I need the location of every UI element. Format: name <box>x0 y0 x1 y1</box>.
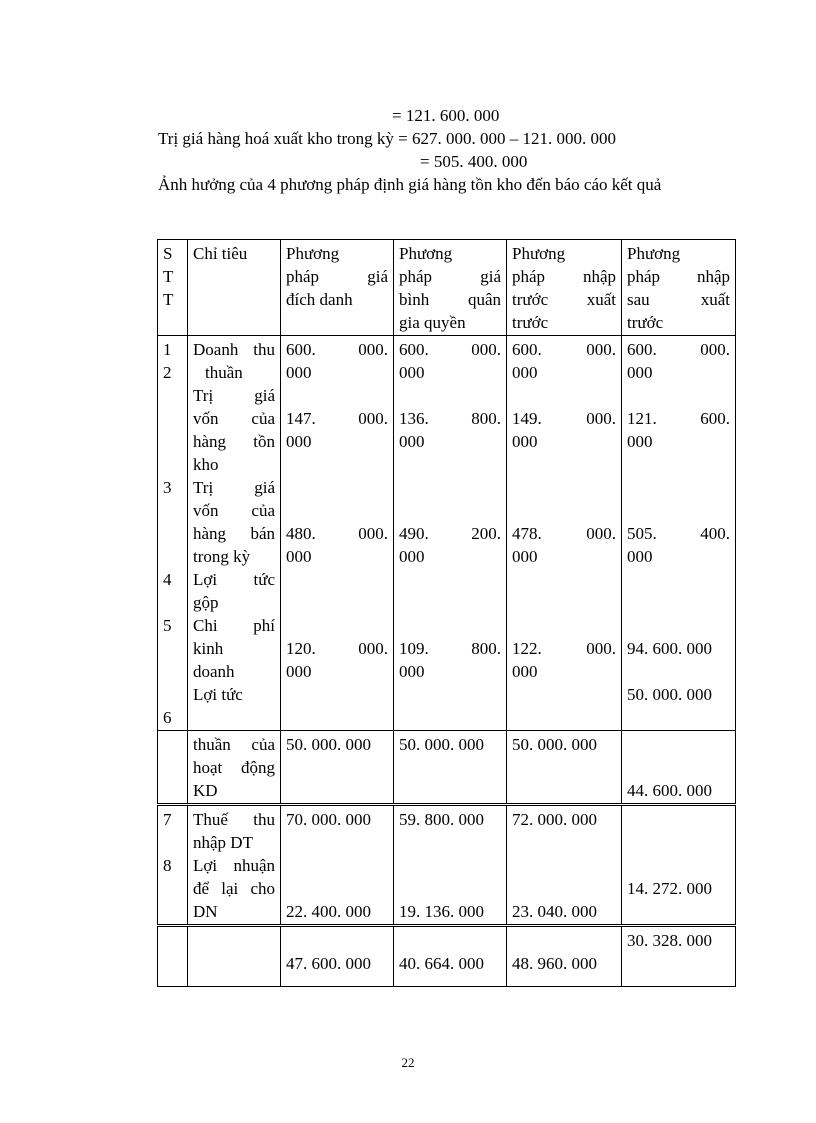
header-stt-line: T <box>163 267 174 286</box>
value-line: 23. 040. 000 <box>512 902 597 921</box>
page-number: 22 <box>401 1055 415 1070</box>
value-line: 600. 000. <box>512 340 616 359</box>
value-cell <box>281 926 394 987</box>
header-line: trước <box>627 313 664 332</box>
header-stt-line: S <box>163 244 173 263</box>
header-line: bình quân <box>399 290 501 309</box>
header-line: gia quyền <box>399 313 466 332</box>
value-line: 149. 000. <box>512 409 616 428</box>
value-cell <box>281 805 394 926</box>
value-cell <box>394 805 507 926</box>
value-line: 70. 000. 000 <box>286 810 371 829</box>
header-line: Phương <box>286 244 340 263</box>
label-line: hàng tồn <box>193 432 275 451</box>
stt-column <box>158 805 188 926</box>
label-line: Chi phí <box>193 616 275 635</box>
value-line: 000 <box>399 662 425 681</box>
value-cell <box>507 926 622 987</box>
table-header-row <box>158 240 736 336</box>
value-line: 120. 000. <box>286 639 388 658</box>
equation-export-value: Trị giá hàng hoá xuất kho trong kỳ = 627. 000. 000 – 121. 000. 000 <box>158 129 617 148</box>
labels-thuan <box>188 731 281 805</box>
header-line: pháp giá <box>399 267 501 286</box>
label-line: Thuế thu <box>193 810 275 829</box>
value-line: 480. 000. <box>286 524 388 543</box>
section-heading: Ảnh hưởng của 4 phương pháp định giá hàng tồn kho đến báo cáo kết quả <box>158 175 662 194</box>
value-line: 109. 800. <box>399 639 501 658</box>
value-line: 490. 200. <box>399 524 501 543</box>
label-line: Trị giá <box>193 386 275 405</box>
label-line: vốn của <box>193 409 275 428</box>
label-line: Lợi tức <box>193 685 243 704</box>
label-line: thuần <box>205 363 243 382</box>
header-method-4 <box>622 240 736 336</box>
stt-empty <box>158 926 188 987</box>
value-line: 000 <box>512 662 538 681</box>
label-line: kho <box>193 455 219 474</box>
value-cell <box>622 926 736 987</box>
inventory-valuation-table <box>157 239 736 987</box>
value-line: 600. 000. <box>286 340 388 359</box>
label-line: thuần của <box>193 735 275 754</box>
value-cell <box>622 731 736 805</box>
value-line: 000 <box>512 547 538 566</box>
stt-7: 7 <box>163 810 172 829</box>
label-line: trong kỳ <box>193 547 251 566</box>
value-line: 000 <box>627 432 653 451</box>
value-cell <box>507 731 622 805</box>
value-cell <box>622 805 736 926</box>
label-line: KD <box>193 781 218 800</box>
header-line: Phương <box>399 244 453 263</box>
value-line: 600. 000. <box>399 340 501 359</box>
table-row-loi-tuc-thuan <box>158 731 736 805</box>
equation-result-1: = 121. 600. 000 <box>392 106 500 125</box>
label-line: DN <box>193 902 218 921</box>
value-line: 72. 000. 000 <box>512 810 597 829</box>
header-line: pháp giá <box>286 267 388 286</box>
value-line: 000 <box>286 363 312 382</box>
value-line: 600. 000. <box>627 340 730 359</box>
values-method-4 <box>622 336 736 731</box>
header-line: pháp nhập <box>627 267 730 286</box>
value-line: 50. 000. 000 <box>399 735 484 754</box>
value-line: 50. 000. 000 <box>512 735 597 754</box>
table-row-main <box>158 336 736 731</box>
header-method-2 <box>394 240 507 336</box>
label-line: kinh <box>193 639 224 658</box>
stt-2: 2 <box>163 363 172 382</box>
stt-3: 3 <box>163 478 172 497</box>
value-line: 50. 000. 000 <box>286 735 371 754</box>
header-chi-tieu-text: Chỉ tiêu <box>193 244 248 263</box>
value-line: 000 <box>399 363 425 382</box>
header-chi-tieu <box>188 240 281 336</box>
label-line: Lợi tức <box>193 570 275 589</box>
label-line: Lợi nhuận <box>193 856 275 875</box>
value-line: 000 <box>399 547 425 566</box>
value-line: 47. 600. 000 <box>286 954 371 973</box>
value-line: 94. 600. 000 <box>627 639 712 658</box>
header-line: Phương <box>512 244 566 263</box>
values-method-2 <box>394 336 507 731</box>
value-cell <box>507 805 622 926</box>
header-line: sau xuất <box>627 290 730 309</box>
label-line: để lại cho <box>193 879 275 898</box>
value-line: 59. 800. 000 <box>399 810 484 829</box>
value-line: 136. 800. <box>399 409 501 428</box>
stt-5: 5 <box>163 616 172 635</box>
labels-column <box>188 336 281 731</box>
label-line: vốn của <box>193 501 275 520</box>
value-cell <box>394 731 507 805</box>
stt-empty <box>158 731 188 805</box>
value-line: 000 <box>286 547 312 566</box>
labels-tax <box>188 805 281 926</box>
value-line: 44. 600. 000 <box>627 781 712 800</box>
header-stt-line: T <box>163 290 174 309</box>
table-row-final <box>158 926 736 987</box>
header-line: trước <box>512 313 549 332</box>
label-line: Trị giá <box>193 478 275 497</box>
value-line: 000 <box>286 662 312 681</box>
value-line: 147. 000. <box>286 409 388 428</box>
header-line: trước xuất <box>512 290 616 309</box>
header-method-1 <box>281 240 394 336</box>
value-line: 40. 664. 000 <box>399 954 484 973</box>
value-line: 505. 400. <box>627 524 730 543</box>
label-line: nhập DT <box>193 833 253 852</box>
value-line: 121. 600. <box>627 409 730 428</box>
stt-column <box>158 336 188 731</box>
stt-6: 6 <box>163 708 172 727</box>
header-line: pháp nhập <box>512 267 616 286</box>
value-line: 30. 328. 000 <box>627 931 712 950</box>
stt-8: 8 <box>163 856 172 875</box>
value-line: 000 <box>399 432 425 451</box>
value-line: 478. 000. <box>512 524 616 543</box>
stt-1: 1 <box>163 340 172 359</box>
values-method-1 <box>281 336 394 731</box>
label-line: gộp <box>193 593 219 612</box>
value-line: 000 <box>286 432 312 451</box>
value-line: 000 <box>512 363 538 382</box>
value-cell <box>394 926 507 987</box>
label-empty <box>188 926 281 987</box>
label-line: doanh <box>193 662 235 681</box>
label-line: hàng bán <box>193 524 275 543</box>
value-line: 000 <box>627 363 653 382</box>
value-line: 22. 400. 000 <box>286 902 371 921</box>
value-line: 14. 272. 000 <box>627 879 712 898</box>
value-line: 50. 000. 000 <box>627 685 712 704</box>
label-line: Doanh thu <box>193 340 275 359</box>
header-line: Phương <box>627 244 681 263</box>
value-line: 000 <box>512 432 538 451</box>
header-stt <box>158 240 188 336</box>
value-line: 000 <box>627 547 653 566</box>
label-line: hoạt động <box>193 758 275 777</box>
equation-result-2: = 505. 400. 000 <box>420 152 528 171</box>
value-line: 122. 000. <box>512 639 616 658</box>
value-cell <box>281 731 394 805</box>
value-line: 19. 136. 000 <box>399 902 484 921</box>
stt-4: 4 <box>163 570 172 589</box>
value-line: 48. 960. 000 <box>512 954 597 973</box>
values-method-3 <box>507 336 622 731</box>
header-method-3 <box>507 240 622 336</box>
table-row-tax <box>158 805 736 926</box>
header-line: đích danh <box>286 290 353 309</box>
